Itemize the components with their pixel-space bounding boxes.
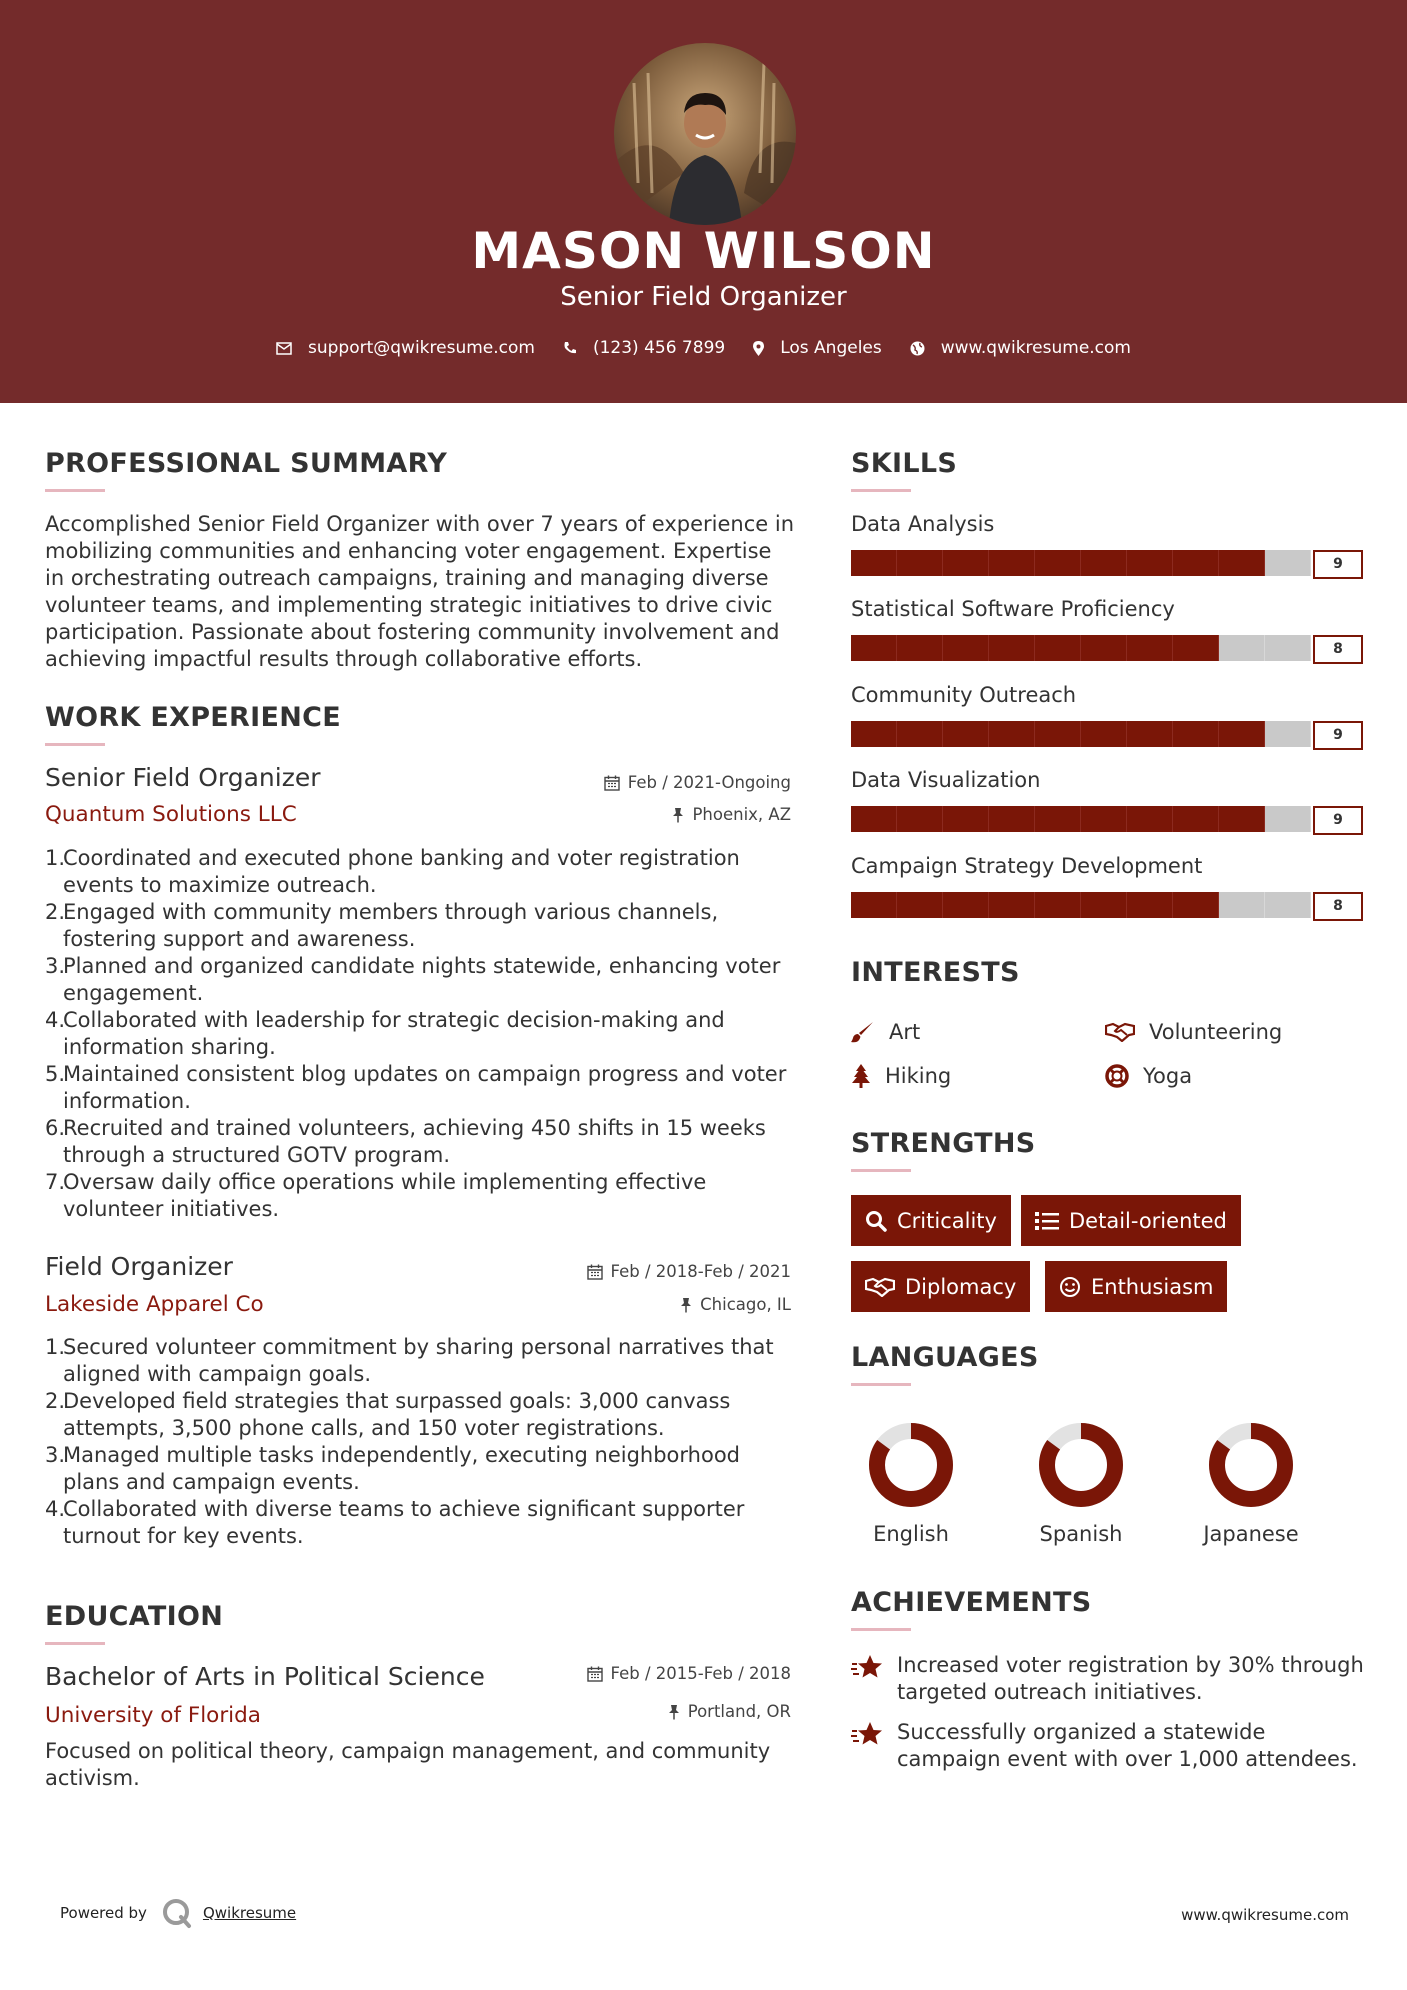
skill-bar-filled-segment <box>989 635 1035 661</box>
language-item <box>841 1420 981 1546</box>
skill-bar-empty-segment <box>1265 806 1311 832</box>
contact-location-text: Los Angeles <box>780 338 882 358</box>
interest-item <box>1105 1064 1192 1088</box>
handshake-icon <box>865 1277 895 1297</box>
skill-bar-filled-segment <box>989 550 1035 576</box>
list-item-text: Oversaw daily office operations while implementing effective volunteer initiatives. <box>63 1170 707 1221</box>
school-name: University of Florida <box>45 1703 261 1728</box>
skill-bar-filled-segment <box>1127 635 1173 661</box>
list-item-text: Collaborated with leadership for strategic decision-making and information sharing. <box>63 1008 725 1059</box>
skill-bar-empty-segment <box>1265 721 1311 747</box>
skill-bar <box>851 635 1311 661</box>
strength-tag <box>1045 1261 1227 1312</box>
strengths-heading-underline <box>851 1169 911 1172</box>
job-responsibilities <box>45 845 797 1223</box>
paintbrush-icon <box>851 1021 875 1043</box>
skills-heading-underline <box>851 489 911 492</box>
contact-bar <box>0 338 1407 358</box>
list-item: 3. Planned and organized candidate nights statewide, enhancing voter engagement. <box>45 954 781 1005</box>
skill-name: Community Outreach <box>851 683 1077 707</box>
skill-bar-filled-segment <box>851 635 897 661</box>
strengths-heading: STRENGTHS <box>851 1128 1036 1159</box>
skill-bar-filled-segment <box>1219 721 1265 747</box>
skills-heading: SKILLS <box>851 448 958 479</box>
skill-bar-filled-segment <box>1127 806 1173 832</box>
skill-bar-filled-segment <box>1127 721 1173 747</box>
avatar-image <box>614 43 796 225</box>
list-item: 1. Coordinated and executed phone banking and voter registration events to maximize outreach. <box>45 846 740 897</box>
handshake-icon <box>1105 1022 1135 1042</box>
skill-bar-empty-segment <box>1265 892 1311 918</box>
education-heading: EDUCATION <box>45 1601 224 1632</box>
skill-bar-filled-segment <box>943 892 989 918</box>
strength-label: Criticality <box>897 1208 997 1233</box>
list-item-text: Collaborated with diverse teams to achieve significant supporter turnout for key events. <box>63 1497 745 1548</box>
footer-brand-link[interactable]: Qwikresume <box>202 1904 297 1922</box>
skill-bar-filled-segment <box>897 721 943 747</box>
list-item: 4. Collaborated with diverse teams to achieve significant supporter turnout for key events. <box>45 1497 745 1548</box>
job-company: Lakeside Apparel Co <box>45 1292 264 1317</box>
skill-bar-filled-segment <box>1081 806 1127 832</box>
skill-bar <box>851 892 1311 918</box>
calendar-icon <box>587 1264 603 1280</box>
interest-item <box>1105 1020 1282 1044</box>
skill-bar-filled-segment <box>1173 806 1219 832</box>
smile-icon <box>1059 1276 1081 1298</box>
contact-website-text: www.qwikresume.com <box>940 338 1131 358</box>
language-ring <box>1206 1420 1296 1510</box>
skill-bar-filled-segment <box>1035 806 1081 832</box>
skill-score: 9 <box>1313 721 1363 750</box>
skill-bar-filled-segment <box>1173 635 1219 661</box>
skill-bar-filled-segment <box>1035 635 1081 661</box>
interest-label: Hiking <box>885 1064 952 1088</box>
star-icon <box>851 1721 883 1747</box>
qwikresume-logo-icon <box>161 1897 193 1929</box>
pushpin-icon <box>668 1704 680 1720</box>
skill-bar-filled-segment <box>897 892 943 918</box>
languages-heading: LANGUAGES <box>851 1342 1039 1373</box>
skill-bar-filled-segment <box>1127 550 1173 576</box>
skill-bar-filled-segment <box>1127 892 1173 918</box>
achievements-heading: ACHIEVEMENTS <box>851 1587 1092 1618</box>
skill-bar-filled-segment <box>943 550 989 576</box>
star-icon <box>851 1654 883 1680</box>
skill-bar-filled-segment <box>1081 721 1127 747</box>
skill-bar <box>851 806 1311 832</box>
map-pin-icon <box>753 341 764 356</box>
skill-bar-filled-segment <box>1219 806 1265 832</box>
language-label: English <box>873 1522 949 1546</box>
pushpin-icon <box>680 1297 692 1313</box>
contact-email[interactable] <box>276 338 535 358</box>
globe-icon <box>910 341 925 356</box>
skill-bar-filled-segment <box>851 550 897 576</box>
job-title: Field Organizer <box>45 1252 233 1281</box>
skill-bar-filled-segment <box>943 635 989 661</box>
experience-heading-underline <box>45 743 105 746</box>
job-dates-text: Feb / 2018-Feb / 2021 <box>610 1262 791 1281</box>
list-item-text: Recruited and trained volunteers, achieving 450 shifts in 15 weeks through a structured GOTV program. <box>63 1116 766 1167</box>
lifebuoy-icon <box>1105 1064 1129 1088</box>
interest-label: Yoga <box>1143 1064 1193 1088</box>
strength-label: Detail-oriented <box>1069 1208 1227 1233</box>
skill-bar-filled-segment <box>1081 892 1127 918</box>
skill-bar-filled-segment <box>989 806 1035 832</box>
envelope-icon <box>276 342 292 355</box>
skill-bar-filled-segment <box>1173 550 1219 576</box>
skill-name: Data Analysis <box>851 512 995 536</box>
skill-score: 9 <box>1313 806 1363 835</box>
skill-bar-empty-segment <box>1219 892 1265 918</box>
skill-bar <box>851 550 1311 576</box>
languages-heading-underline <box>851 1383 911 1386</box>
skill-bar-filled-segment <box>897 635 943 661</box>
skill-name: Campaign Strategy Development <box>851 854 1203 878</box>
achievements-heading-underline <box>851 1628 911 1631</box>
tree-icon <box>851 1064 871 1088</box>
list-item-text: Planned and organized candidate nights statewide, enhancing voter engagement. <box>63 954 781 1005</box>
interest-item <box>851 1020 920 1044</box>
experience-heading: WORK EXPERIENCE <box>45 702 341 733</box>
interest-label: Volunteering <box>1149 1020 1283 1044</box>
strength-label: Enthusiasm <box>1091 1274 1214 1299</box>
list-item: 2. Engaged with community members through various channels, fostering support and awareness. <box>45 900 719 951</box>
profile-photo <box>614 43 796 225</box>
header-banner <box>0 0 1407 403</box>
skill-bar-filled-segment <box>851 892 897 918</box>
contact-email-text: support@qwikresume.com <box>308 338 535 358</box>
summary-heading: PROFESSIONAL SUMMARY <box>45 448 448 479</box>
calendar-icon <box>587 1666 603 1682</box>
skill-score: 9 <box>1313 550 1363 579</box>
powered-by-text: Powered by <box>60 1904 147 1922</box>
summary-text: Accomplished Senior Field Organizer with over 7 years of experience in mobilizing communities and enhancing voter engagement. Expertise in orchestrating outreach campaigns, training and managing diverse volunteer teams, and implementing strategic initiatives to drive civic participation. Passionate about fostering community involvement and achieving impactful results through collaborative efforts. <box>45 512 795 671</box>
job-responsibilities <box>45 1334 797 1550</box>
job-dates <box>604 773 791 792</box>
skill-bar-filled-segment <box>897 806 943 832</box>
language-label: Japanese <box>1203 1522 1299 1546</box>
skill-bar-filled-segment <box>1035 550 1081 576</box>
strength-label: Diplomacy <box>905 1274 1017 1299</box>
interest-label: Art <box>889 1020 921 1044</box>
skill-bar <box>851 721 1311 747</box>
skill-bar-filled-segment <box>989 892 1035 918</box>
language-ring <box>1036 1420 1126 1510</box>
skill-score: 8 <box>1313 635 1363 664</box>
job-title: Senior Field Organizer <box>45 763 321 792</box>
strength-tag <box>851 1261 1030 1312</box>
language-ring <box>866 1420 956 1510</box>
job-location <box>672 805 791 824</box>
list-item-text: Maintained consistent blog updates on campaign progress and voter information. <box>63 1062 787 1113</box>
summary-heading-underline <box>45 489 105 492</box>
skill-score: 8 <box>1313 892 1363 921</box>
strength-tag <box>851 1195 1011 1246</box>
skill-bar-filled-segment <box>1173 721 1219 747</box>
contact-phone[interactable] <box>563 338 725 358</box>
list-item: 3. Managed multiple tasks independently, executing neighborhood plans and campaign events. <box>45 1443 741 1494</box>
job-location-text: Phoenix, AZ <box>692 805 791 824</box>
interests-heading: INTERESTS <box>851 957 1020 988</box>
skill-name: Data Visualization <box>851 768 1041 792</box>
skill-bar-filled-segment <box>851 806 897 832</box>
list-item: 6. Recruited and trained volunteers, achieving 450 shifts in 15 weeks through a structured GOTV program. <box>45 1116 766 1167</box>
job-dates-text: Feb / 2021-Ongoing <box>627 773 791 792</box>
skill-bar-filled-segment <box>989 721 1035 747</box>
calendar-icon <box>604 775 620 791</box>
achievement-item <box>851 1652 1371 1706</box>
skill-bar-filled-segment <box>1035 892 1081 918</box>
education-dates-text: Feb / 2015-Feb / 2018 <box>610 1664 791 1683</box>
skill-bar-filled-segment <box>1035 721 1081 747</box>
language-label: Spanish <box>1039 1522 1123 1546</box>
search-icon <box>865 1210 887 1232</box>
education-dates <box>587 1664 791 1683</box>
contact-website[interactable] <box>910 338 1131 358</box>
education-description: Focused on political theory, campaign management, and community activism. <box>45 1739 771 1790</box>
contact-location <box>753 338 882 358</box>
language-item <box>1011 1420 1151 1546</box>
skill-bar-filled-segment <box>1081 550 1127 576</box>
skill-bar-empty-segment <box>1265 550 1311 576</box>
pushpin-icon <box>672 807 684 823</box>
achievement-item <box>851 1719 1371 1773</box>
degree-title: Bachelor of Arts in Political Science <box>45 1662 485 1691</box>
education-location-text: Portland, OR <box>687 1702 791 1721</box>
skill-bar-empty-segment <box>1265 635 1311 661</box>
job-company: Quantum Solutions LLC <box>45 802 297 827</box>
skill-bar-empty-segment <box>1219 635 1265 661</box>
footer-powered-by <box>60 1897 296 1929</box>
phone-icon <box>563 341 577 355</box>
job-location-text: Chicago, IL <box>700 1295 791 1314</box>
language-item <box>1181 1420 1321 1546</box>
candidate-name: MASON WILSON <box>471 222 936 280</box>
list-item: 2. Developed field strategies that surpassed goals: 3,000 canvass attempts, 3,500 phone calls, and 150 voter registrations. <box>45 1389 731 1440</box>
skill-bar-filled-segment <box>851 721 897 747</box>
list-item: 4. Collaborated with leadership for strategic decision-making and information sharing. <box>45 1008 725 1059</box>
skill-bar-filled-segment <box>943 806 989 832</box>
list-item-text: Engaged with community members through various channels, fostering support and awareness. <box>63 900 719 951</box>
interest-item <box>851 1064 951 1088</box>
list-item-text: Secured volunteer commitment by sharing personal narratives that aligned with campaign goals. <box>63 1335 774 1386</box>
achievement-text: Successfully organized a statewide campaign event with over 1,000 attendees. <box>897 1720 1358 1771</box>
job-dates <box>587 1262 791 1281</box>
skill-bar-filled-segment <box>1173 892 1219 918</box>
skill-bar-filled-segment <box>943 721 989 747</box>
contact-phone-text: (123) 456 7899 <box>592 338 726 358</box>
achievement-text: Increased voter registration by 30% through targeted outreach initiatives. <box>897 1653 1364 1704</box>
list-item: 5. Maintained consistent blog updates on campaign progress and voter information. <box>45 1062 787 1113</box>
strength-tag <box>1021 1195 1241 1246</box>
list-item-text: Managed multiple tasks independently, executing neighborhood plans and campaign events. <box>63 1443 741 1494</box>
skill-bar-filled-segment <box>897 550 943 576</box>
footer-url[interactable]: www.qwikresume.com <box>1181 1906 1349 1924</box>
list-icon <box>1035 1211 1059 1231</box>
education-location <box>668 1702 791 1721</box>
list-item-text: Coordinated and executed phone banking and voter registration events to maximize outreach. <box>63 846 740 897</box>
job-location <box>680 1295 791 1314</box>
list-item: 1. Secured volunteer commitment by sharing personal narratives that aligned with campaign goals. <box>45 1335 774 1386</box>
list-item-text: Developed field strategies that surpassed goals: 3,000 canvass attempts, 3,500 phone calls, and 150 voter registrations. <box>63 1389 731 1440</box>
skill-bar-filled-segment <box>1219 550 1265 576</box>
education-heading-underline <box>45 1642 105 1645</box>
skill-bar-filled-segment <box>1081 635 1127 661</box>
candidate-title: Senior Field Organizer <box>560 282 847 312</box>
list-item: 7. Oversaw daily office operations while implementing effective volunteer initiatives. <box>45 1170 707 1221</box>
skill-name: Statistical Software Proficiency <box>851 597 1175 621</box>
